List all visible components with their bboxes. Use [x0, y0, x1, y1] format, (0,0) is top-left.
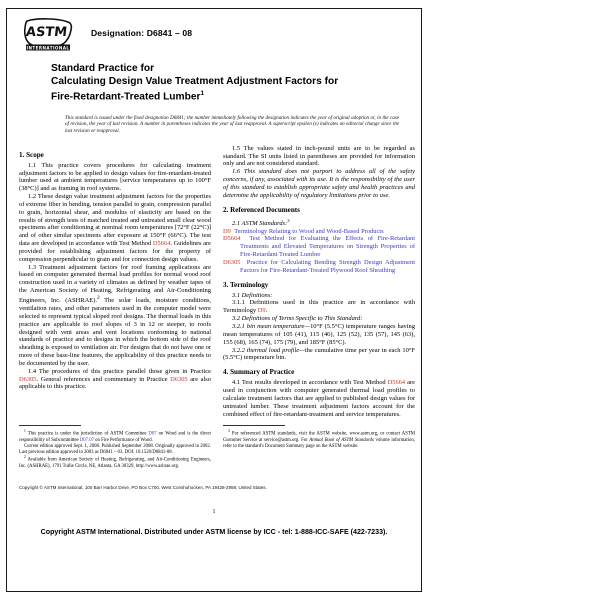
link-d6305-first[interactable]: D6305 [19, 375, 37, 383]
content-columns [19, 144, 416, 419]
p13-part-b: The solar loads, moisture conditions, ventilation rates, and other parameters used in the computer model were selected to represent typical sloped roof designs. The thermal loads in this practice are applicable to roof slopes of 3 in 12 or steeper, to roofs designed with vent areas and vent locations conforming to national standards of practice and to designs in which the bottom side of the roof sheathing is exposed to ventilation air. For designs that do not have one or more of these base-line features, the applicability of this practice needs to be documented by the user. [19, 297, 211, 367]
link-committee-d07[interactable]: D07 [148, 432, 157, 438]
reference-code[interactable]: D9 [223, 227, 231, 235]
title-line-1: Standard Practice for [51, 63, 155, 74]
reference-item[interactable] [223, 235, 415, 259]
p13-part-a: 1.3 Treatment adjustment factors for roof framing applications are based on computer generated thermal load profiles for normal wood roof construction used in a variety of climates as defined by weather tapes of the American Society of Heating, Refrigerating and Air-Conditioning Engineers, Inc. (ASHRAE). [19, 263, 211, 305]
footnote-1-part-c: on Fire Performance of Wood. [93, 437, 153, 443]
p14-part-b: . General references and commentary in Practice [36, 375, 171, 383]
heading-scope: 1. Scope [19, 150, 44, 159]
term-bin-mean-temperature: 3.2.1 bin mean temperature— [232, 323, 311, 330]
title-line-3 [51, 88, 403, 104]
svg-text:ASTM: ASTM [25, 25, 68, 40]
p13-footnote-marker: 2 [96, 295, 100, 302]
p12-part-a: 1.2 These design value treatment adjustment factors for the properties of extreme fiber in bending, tension parallel to grain, compression parallel to grain, horizontal shear, and modulus of elasticity are based on the results of strength tests of matched treated and untreated small clear wood specimens after conditioning at nominal room temperatures [72°F (22°C)] and of other similar specimens after exposure at 150°F (66°C). The test data are developed in accordance with Test Method [19, 193, 211, 248]
paragraph-3-2: 3.2 Definitions of Terms Specific to This Standard: [232, 315, 363, 323]
footnote-3-part-b: volume information, refer to the standard's Document Summary page on the ASTM website. [223, 437, 415, 449]
reference-item[interactable] [223, 228, 415, 236]
title-line-3-text: Fire-Retardant-Treated Lumber [51, 91, 201, 103]
column-left [19, 145, 211, 419]
term-thermal-load-profile: 3.2.2 thermal load profile— [232, 346, 305, 354]
footnote-divider [19, 425, 81, 426]
paragraph-1-3 [19, 264, 211, 368]
paragraph-3-2-2 [223, 347, 415, 363]
p311-part-a: 3.1.1 Definitions used in this practice are in accordance with Terminology [223, 299, 415, 315]
footnotes-left [19, 425, 211, 469]
subheading-astm-standards [223, 217, 415, 228]
svg-text:INTERNATIONAL: INTERNATIONAL [26, 45, 70, 51]
astm-logo-icon [23, 18, 75, 52]
footnotes-right [223, 425, 415, 469]
astm-standards-footnote-marker: 3 [287, 217, 290, 223]
link-d5664-summary[interactable]: D5664 [387, 379, 406, 387]
footnote-edition: Current edition approved Sept. 1, 2008. Published September 2008. Originally approved in 2002. Last previous edition approved in 2003 as D6841 – 03. DOI: 10.1520/D6841-08. [19, 443, 211, 455]
footnote-divider [223, 425, 285, 426]
link-subcommittee-d0707[interactable]: D07.07 [79, 437, 94, 443]
footnote-1-marker: 1 [24, 429, 26, 434]
reference-title[interactable]: Practice for Calculating Bending Strength Design Adjustment Factors for Fire-Retardant-Treated Plywood Roof Sheathing [240, 258, 415, 274]
p311-part-b: . [265, 307, 268, 315]
page-header [7, 9, 421, 51]
paragraph-3-2-1 [223, 323, 415, 347]
footnote-2 [19, 455, 211, 469]
reference-title[interactable]: Terminology Relating to Wood and Wood-Based Products [234, 227, 384, 235]
heading-summary-of-practice: 4. Summary of Practice [223, 368, 295, 377]
title-footnote-marker: 1 [200, 90, 205, 97]
paragraph-4-1 [223, 379, 415, 418]
footnote-1-part-a: This practice is under the jurisdiction of ASTM Committee [27, 432, 149, 438]
copyright-notice: Copyright © ASTM International, 100 Barr Harbor Drive, PO Box C700, West Conshohocken, PA 19428-2959, United States. [19, 484, 267, 490]
paragraph-3-1: 3.1 Definitions: [232, 291, 273, 299]
link-d9[interactable]: D9 [257, 307, 266, 315]
paragraph-1-5: 1.5 The values stated in inch-pound units are to be regarded as standard. The SI units listed in parentheses are provided for information only and are not considered standard. [223, 144, 415, 168]
link-d6305-second[interactable]: D6305 [170, 375, 188, 383]
reference-code[interactable]: D5664 [223, 235, 241, 243]
footnote-3-marker: 3 [228, 429, 230, 434]
standard-preamble: This standard is issued under the fixed designation D6841; the number immediately following the designation indicates the year of original adoption or, in the case of revision, the year of last revision. A number in parentheses indicates the year of last reapproval. A superscript epsilon (ε) indicates an editorial change since the last revision or reapproval. [65, 114, 399, 135]
footnotes-region [19, 425, 415, 469]
astm-standards-label: 2.1 ASTM Standards: [232, 219, 288, 227]
license-notice: Copyright ASTM International. Distributed under ASTM license by ICC - tel: 1-888-ICC-SAFE (422-7233). [40, 527, 388, 536]
reference-code[interactable]: D6305 [223, 258, 241, 266]
paragraph-1-6: 1.6 This standard does not purport to address all of the safety concerns, if any, associated with its use. It is the responsibility of the user of this standard to establish appropriate safety and health practices and determine the applicability of regulatory limitations prior to use. [223, 168, 415, 199]
page-sheet [6, 8, 422, 592]
p41-part-a: 4.1 Test results developed in accordance with Test Method [232, 379, 388, 387]
reference-title[interactable]: Test Method for Evaluating the Effects of Fire-Retardant Treatments and Elevated Temperatures on Strength Properties of Fire-Retardant Treated Lumber [240, 235, 416, 259]
paragraph-3-1-1 [223, 299, 415, 315]
p322-definition: the cumulative time per year in each 10°F (5.5°C) temperature bin. [223, 346, 415, 362]
p321-definition: 10°F (5.5°C) temperature ranges having mean temperatures of 105 (41), 115 (46), 125 (52), 135 (57), 145 (63), 155 (68), 165 (74), 175 (79), and 185°F (85°C). [223, 323, 415, 346]
designation-label: Designation: D6841 – 08 [91, 28, 193, 38]
footnote-1-part-b: on Wood and is the direct responsibility of Subcommittee [19, 432, 211, 443]
title-block [7, 51, 421, 104]
reference-item[interactable] [223, 259, 415, 275]
column-right [223, 145, 415, 419]
heading-terminology: 3. Terminology [223, 280, 269, 289]
p14-part-c: are also applicable to this practice. [19, 375, 211, 391]
heading-referenced-documents: 2. Referenced Documents [223, 205, 300, 214]
footnote-3 [223, 429, 415, 449]
paragraph-1-4 [19, 368, 211, 392]
p14-part-a: 1.4 The procedures of this practice parallel those given in Practice [28, 367, 211, 375]
footnote-3-italic: Annual Book of ASTM Standards [309, 437, 374, 443]
footnote-2-text: Available from American Society of Heating, Refrigerating, and Air-Conditioning Engineers, Inc. (ASHRAE), 1791 Tullie Circle, NE, Atlanta, GA 30329, http://www.ashrae.org. [19, 457, 211, 469]
p41-part-b: are used in conjunction with computer generated thermal load profiles to calculate treatment factors that are applied to published design values for untreated lumber. These treatment adjustment factors account for the combined effect of fire-retardant-treatment and service temperatures. [223, 379, 415, 418]
footnote-2-marker: 2 [24, 455, 26, 460]
title-line-2: Calculating Design Value Treatment Adjustment Factors for [51, 75, 339, 87]
footnote-3-part-a: For referenced ASTM standards, visit the ASTM website, www.astm.org, or contact ASTM Customer Service at service@astm.org. For [223, 432, 415, 443]
p12-part-b: . Guidelines are provided for establishing adjustment factors for the property of compression perpendicular to grain and for connection design values. [19, 240, 211, 263]
paragraph-1-2 [19, 193, 211, 264]
link-d5664[interactable]: D5664 [152, 240, 171, 248]
footnote-1 [19, 429, 211, 443]
paragraph-1-1: 1.1 This practice covers procedures for calculating treatment adjustment factors to be applied to design values for fire-retardant-treated lumber used at ambient temperatures [service temperatures up to 100°F (38°C)] and as framing in roof systems. [19, 161, 211, 193]
page-number: 1 [212, 508, 216, 515]
